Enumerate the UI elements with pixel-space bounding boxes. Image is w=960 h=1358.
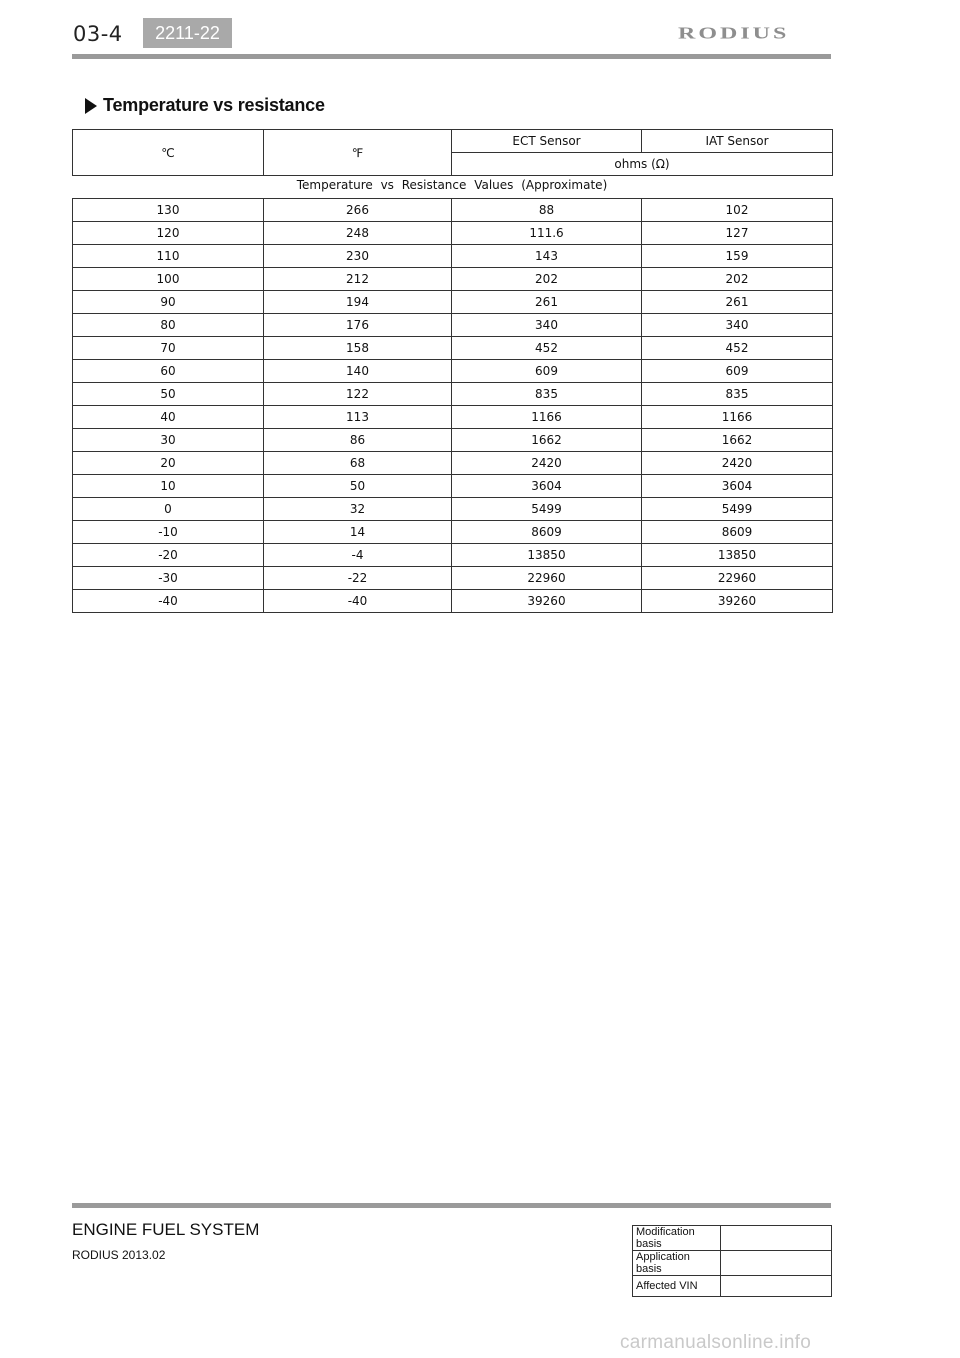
modification-table [632, 1225, 832, 1297]
table-row [73, 337, 833, 360]
table-row [73, 452, 833, 475]
cell-fahrenheit: 68 [264, 452, 452, 475]
mod-value [721, 1276, 832, 1297]
cell-fahrenheit: 194 [264, 291, 452, 314]
page-number: 03-4 [73, 22, 123, 46]
cell-fahrenheit: 248 [264, 222, 452, 245]
cell-ect-ohms: 3604 [452, 475, 642, 498]
cell-celsius: 110 [73, 245, 264, 268]
cell-ect-ohms: 143 [452, 245, 642, 268]
cell-iat-ohms: 835 [642, 383, 833, 406]
cell-iat-ohms: 1166 [642, 406, 833, 429]
table-row [73, 544, 833, 567]
cell-fahrenheit: -40 [264, 590, 452, 613]
table-row [73, 222, 833, 245]
mod-row [633, 1276, 832, 1297]
cell-iat-ohms: 609 [642, 360, 833, 383]
mod-row [633, 1251, 832, 1276]
cell-celsius: 10 [73, 475, 264, 498]
cell-ect-ohms: 835 [452, 383, 642, 406]
table-row [73, 475, 833, 498]
cell-iat-ohms: 1662 [642, 429, 833, 452]
table-row [73, 245, 833, 268]
cell-fahrenheit: 158 [264, 337, 452, 360]
table-row [73, 406, 833, 429]
cell-fahrenheit: 113 [264, 406, 452, 429]
cell-fahrenheit: 32 [264, 498, 452, 521]
cell-celsius: 130 [73, 199, 264, 222]
header-iat-sensor: IAT Sensor [642, 130, 833, 153]
cell-ect-ohms: 1662 [452, 429, 642, 452]
mod-value [721, 1251, 832, 1276]
spec-table-body [72, 198, 833, 613]
footer-rule [72, 1203, 831, 1208]
cell-ect-ohms: 111.6 [452, 222, 642, 245]
cell-fahrenheit: 212 [264, 268, 452, 291]
cell-celsius: 40 [73, 406, 264, 429]
table-row [73, 199, 833, 222]
section-code-badge: 2211-22 [143, 18, 232, 48]
table-row [73, 498, 833, 521]
cell-celsius: 70 [73, 337, 264, 360]
cell-ect-ohms: 609 [452, 360, 642, 383]
cell-celsius: 80 [73, 314, 264, 337]
cell-iat-ohms: 5499 [642, 498, 833, 521]
cell-fahrenheit: 122 [264, 383, 452, 406]
mod-row [633, 1226, 832, 1251]
table-row [73, 429, 833, 452]
section-title: Temperature vs resistance [103, 95, 325, 115]
cell-fahrenheit: 14 [264, 521, 452, 544]
header-unit: ohms (Ω) [452, 153, 833, 176]
cell-ect-ohms: 1166 [452, 406, 642, 429]
watermark: carmanualsonline.info [620, 1332, 812, 1353]
footer-model-date: RODIUS 2013.02 [72, 1248, 166, 1262]
cell-celsius: 90 [73, 291, 264, 314]
table-row [73, 383, 833, 406]
table-caption: Temperature vs Resistance Values (Approximate) [296, 178, 608, 192]
cell-fahrenheit: 86 [264, 429, 452, 452]
cell-iat-ohms: 127 [642, 222, 833, 245]
table-row [73, 360, 833, 383]
cell-fahrenheit: 50 [264, 475, 452, 498]
table-row [73, 291, 833, 314]
cell-celsius: 30 [73, 429, 264, 452]
mod-label: Affected VIN [633, 1276, 721, 1297]
cell-celsius: -10 [73, 521, 264, 544]
table-row [73, 268, 833, 291]
cell-ect-ohms: 261 [452, 291, 642, 314]
footer-title: ENGINE FUEL SYSTEM [72, 1220, 260, 1239]
cell-celsius: 120 [73, 222, 264, 245]
cell-celsius: 20 [73, 452, 264, 475]
cell-iat-ohms: 452 [642, 337, 833, 360]
triangle-bullet-icon [85, 98, 97, 114]
cell-ect-ohms: 340 [452, 314, 642, 337]
table-row [73, 590, 833, 613]
cell-iat-ohms: 8609 [642, 521, 833, 544]
cell-fahrenheit: 140 [264, 360, 452, 383]
cell-celsius: -20 [73, 544, 264, 567]
cell-celsius: -40 [73, 590, 264, 613]
cell-ect-ohms: 88 [452, 199, 642, 222]
header-ect-sensor: ECT Sensor [452, 130, 642, 153]
mod-label: Application basis [633, 1251, 721, 1276]
cell-ect-ohms: 22960 [452, 567, 642, 590]
cell-iat-ohms: 202 [642, 268, 833, 291]
cell-celsius: 60 [73, 360, 264, 383]
cell-iat-ohms: 102 [642, 199, 833, 222]
cell-ect-ohms: 13850 [452, 544, 642, 567]
cell-iat-ohms: 340 [642, 314, 833, 337]
header-celsius: ℃ [73, 130, 264, 176]
table-row [73, 567, 833, 590]
mod-value [721, 1226, 832, 1251]
cell-fahrenheit: 230 [264, 245, 452, 268]
header-rule [72, 54, 831, 59]
cell-iat-ohms: 22960 [642, 567, 833, 590]
cell-iat-ohms: 13850 [642, 544, 833, 567]
cell-celsius: 0 [73, 498, 264, 521]
header-fahrenheit: ℉ [264, 130, 452, 176]
cell-ect-ohms: 452 [452, 337, 642, 360]
cell-iat-ohms: 39260 [642, 590, 833, 613]
cell-celsius: -30 [73, 567, 264, 590]
cell-celsius: 100 [73, 268, 264, 291]
cell-fahrenheit: -22 [264, 567, 452, 590]
table-row [73, 521, 833, 544]
section-heading [85, 95, 325, 116]
cell-celsius: 50 [73, 383, 264, 406]
cell-ect-ohms: 5499 [452, 498, 642, 521]
cell-fahrenheit: 266 [264, 199, 452, 222]
cell-ect-ohms: 2420 [452, 452, 642, 475]
cell-ect-ohms: 8609 [452, 521, 642, 544]
table-body [73, 199, 833, 613]
cell-fahrenheit: 176 [264, 314, 452, 337]
cell-iat-ohms: 261 [642, 291, 833, 314]
cell-ect-ohms: 202 [452, 268, 642, 291]
spec-table-header [72, 129, 833, 176]
table-row [73, 314, 833, 337]
cell-fahrenheit: -4 [264, 544, 452, 567]
cell-iat-ohms: 2420 [642, 452, 833, 475]
cell-iat-ohms: 3604 [642, 475, 833, 498]
cell-ect-ohms: 39260 [452, 590, 642, 613]
brand-logo: RODIUS [678, 24, 790, 43]
mod-label: Modification basis [633, 1226, 721, 1251]
cell-iat-ohms: 159 [642, 245, 833, 268]
